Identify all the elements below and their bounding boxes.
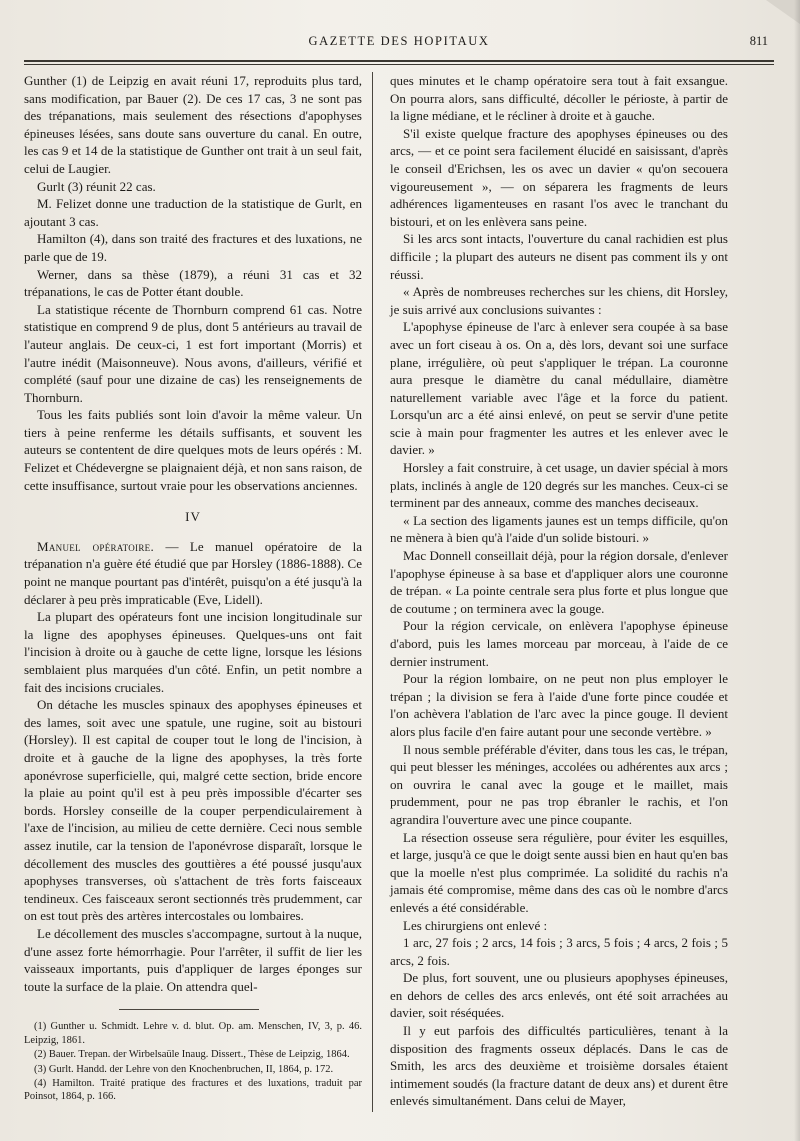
paragraph: On détache les muscles spinaux des apophyses épineuses et des lames, soit avec une spatule, une rugine, soit au bistouri (Horsley). Il est capital de couper tout le long de l'incision, à droite et à gauche de la ligne des apophyses, la très forte aponévrose superficielle, qui, malgré cette section, bride encore la plaie au point qu'il est à peu près impossible d'écarter ses bords. Horsley conseille de la couper perpendiculairement à l'axe de l'incision, au milieu de cette dernière. Ceci nous semble assez inutile, car la tension de l'aponévrose disparaît, lorsque le décollement des muscles des gouttières a été poussé jusqu'aux apophyses transverses, où s'attachent de très forts faisceaux tendineux. Ces faisceaux seront sectionnés très prudemment, car on est tout près des artères intercostales ou lombaires. xyxy=(24,697,362,924)
paragraph: « La section des ligaments jaunes est un temps difficile, qu'on ne mènera à bien qu'à l'aide d'un solide bistouri. » xyxy=(390,512,728,546)
paragraph: S'il existe quelque fracture des apophyses épineuses ou des arcs, — et ce point sera facilement élucidé en saisissant, d'après le conseil d'Erichsen, les os avec un davier « qu'on secouera vigoureusement », — on séparera les fragments de leurs adhérences ligamenteuses en rasant l'os avec le tranchant du bistouri, et on les enlèvera sans peine. xyxy=(390,125,728,229)
footnotes xyxy=(24,1020,362,1103)
paragraph: « Après de nombreuses recherches sur les chiens, dit Horsley, je suis arrivé aux conclusions suivantes : xyxy=(390,284,728,317)
footnote: (1) Gunther u. Schmidt. Lehre v. d. blut. Op. am. Menschen, IV, 3, p. 46. Leipzig, 1861. xyxy=(24,1021,362,1046)
paragraph: 1 arc, 27 fois ; 2 arcs, 14 fois ; 3 arcs, 5 fois ; 4 arcs, 2 fois ; 5 arcs, 2 fois. xyxy=(390,935,728,968)
paragraph-continuation: ques minutes et le champ opératoire sera tout à fait exsangue. On pourra alors, sans difficulté, décoller le périoste, à partir de la ligne médiane, et le récliner à droite et à gauche. xyxy=(390,73,728,124)
paragraph: Tous les faits publiés sont loin d'avoir la même valeur. Un tiers à peine renferme les détails suffisants, et souvent les auteurs se contentent de dire quelques mots de leurs opérés : M. Felizet et Chédevergne se plaignaient déjà, et non sans raison, de cette insuffisance, surtout vraie pour les observations anciennes. xyxy=(24,407,362,493)
paragraph: La résection osseuse sera régulière, pour éviter les esquilles, et large, jusqu'à ce que le doigt sente aussi bien en haut qu'en bas que la moelle n'est plus comprimée. La solidité du rachis n'a jamais été compromise, même dans des cas où le nombre d'arcs enlevés a été considérable. xyxy=(390,829,729,915)
paragraph: M. Felizet donne une traduction de la statistique de Gurlt, en ajoutant 3 cas. xyxy=(24,196,362,229)
paragraph: De plus, fort souvent, une ou plusieurs apophyses épineuses, en dehors de celles des arcs enlevés, ont été soit arrachées au davier, soit réséquées. xyxy=(390,970,728,1021)
section-lead: Manuel opératoire. xyxy=(37,538,154,554)
section-first-paragraph xyxy=(24,538,362,608)
page-edge-shadow xyxy=(794,0,800,1141)
footnote: (2) Bauer. Trepan. der Wirbelsaüle Inaug. Dissert., Thèse de Leipzig, 1864. xyxy=(34,1049,350,1061)
page-number: 811 xyxy=(749,34,768,48)
footnote: (4) Hamilton. Traité pratique des fractures et des luxations, traduit par Poinsot, 1864, p. 166. xyxy=(24,1077,362,1103)
left-column xyxy=(24,72,362,1105)
journal-title: GAZETTE DES HOPITAUX xyxy=(308,34,490,48)
column-divider xyxy=(372,72,373,1112)
paragraph: Horsley a fait construire, à cet usage, un davier spécial à mors plats, inclinés à angle de 120 degrés sur les manches. Ceux-ci se terminent par des anneaux, comme des manches deciseaux. xyxy=(390,460,728,511)
paragraph: L'apophyse épineuse de l'arc à enlever sera coupée à sa base avec un fort ciseau à os. On a, dès lors, devant soi une surface plane, irrégulière, où peut s'appliquer le trépan. La couronne aura presque le diamètre du canal médullaire, diamètre naturellement variable avec l'âge et la force du patient. Lorsqu'un arc a été ainsi enlevé, on peut se servir d'une petite scie à main pour fragmenter les autres et les enlever avec le davier. » xyxy=(390,319,728,458)
paragraph: Il y eut parfois des difficultés particulières, tenant à la disposition des fragments osseux déplacés. Dans le cas de Smith, les arcs des deuxième et troisième dorsales étaient intimement soudés (la fracture datant de deux ans) et durent être enlevés simultanément. Dans celui de Mayer, xyxy=(390,1023,728,1109)
paragraph: Mac Donnell conseillait déjà, pour la région dorsale, d'enlever l'apophyse épineuse à sa base et d'appliquer alors une couronne de trépan. « La pointe centrale sera plus forte et plus longue que de coutume ; on terminera avec la gouge. xyxy=(390,548,728,616)
paragraph: Si les arcs sont intacts, l'ouverture du canal rachidien est plus difficile ; la plupart des auteurs ne disent pas comment ils y ont réussi. xyxy=(390,231,728,282)
header-rule-thin xyxy=(24,64,774,65)
section-number: IV xyxy=(185,509,201,525)
running-header xyxy=(24,30,774,54)
paragraph: Il nous semble préférable d'éviter, dans tous les cas, le trépan, qui peut blesser les méninges, accolées ou adhérentes aux arcs ; on ouvrira le canal avec la gouge et le maillet, mais prudemment, pour ne pas trop ébranler le rachis, et l'on agrandira l'ouverture avec une pince coupante. xyxy=(390,741,728,827)
paragraph: Pour la région cervicale, on enlèvera l'apophyse épineuse d'abord, puis les lames morceau par morceau, à l'aide de ce dernier instrument. xyxy=(390,618,728,669)
paragraph: Gurlt (3) réunit 22 cas. xyxy=(37,178,156,194)
paragraph: Werner, dans sa thèse (1879), a réuni 31 cas et 32 trépanations, le cas de Potter étant double. xyxy=(24,266,362,300)
paragraph: La statistique récente de Thornburn comprend 61 cas. Notre statistique en comprend 9 de plus, dont 5 antérieurs au travail de l'auteur anglais. De ceux-ci, 1 est fort important (Morris) et l'autre inédit (Maisonneuve). Nous avons, d'ailleurs, vérifié et complété (sauf pour une dizaine de cas) les renseignements de Thornburn. xyxy=(24,301,362,405)
section-first-text: — Le manuel opératoire de la trépanation n'a guère été étudié que par Horsley (1886-1888). Ce point ne manque pourtant pas d'intérêt, puisqu'on a été jusqu'à la déclarer à peu près impraticable (Eve, Lidell). xyxy=(24,538,362,607)
header-rule-thick xyxy=(24,60,774,62)
paragraph: La plupart des opérateurs font une incision longitudinale sur la ligne des apophyses épineuses. Quelques-uns ont fait l'incision à droite ou à gauche de cette ligne, lorsque les lésions semblaient plus marquées d'un côté. Enfin, un petit nombre a fait des incisions cruciales. xyxy=(24,609,362,695)
paragraph: Hamilton (4), dans son traité des fractures et des luxations, ne parle que de 19. xyxy=(24,231,362,264)
paragraph: Pour la région lombaire, on ne peut non plus employer le trépan ; la division se fera à l'aide d'une forte pince coudée et l'on achèvera l'ablation de l'arc avec la pince gouge. Il devient alors plus facile d'en faire autant pour une seconde vertèbre. » xyxy=(390,671,728,739)
footnote-rule xyxy=(119,1009,259,1010)
right-column xyxy=(390,72,728,1110)
paragraph: Les chirurgiens ont enlevé : xyxy=(403,917,548,933)
footnote: (3) Gurlt. Handd. der Lehre von den Knochenbruchen, II, 1864, p. 172. xyxy=(34,1063,334,1075)
paragraph: Gunther (1) de Leipzig en avait réuni 17, reproduits plus tard, sans modification, par Bauer (2). De ces 17 cas, 3 ne sont pas des trépanations, mais seulement des résections d'apophyses épineuses lésées, sans doute sans ouverture du canal. En outre, les cas 9 et 14 de la statistique de Gunther ont trait à un seul fait, celui de Laugier. xyxy=(24,73,362,176)
paragraph: Le décollement des muscles s'accompagne, surtout à la nuque, d'une assez forte hémorrhagie. Pour l'arrêter, il suffit de lier les vaisseaux importants, puis d'appliquer de larges éponges sur toute la surface de la plaie. On attendra quel- xyxy=(24,925,362,994)
